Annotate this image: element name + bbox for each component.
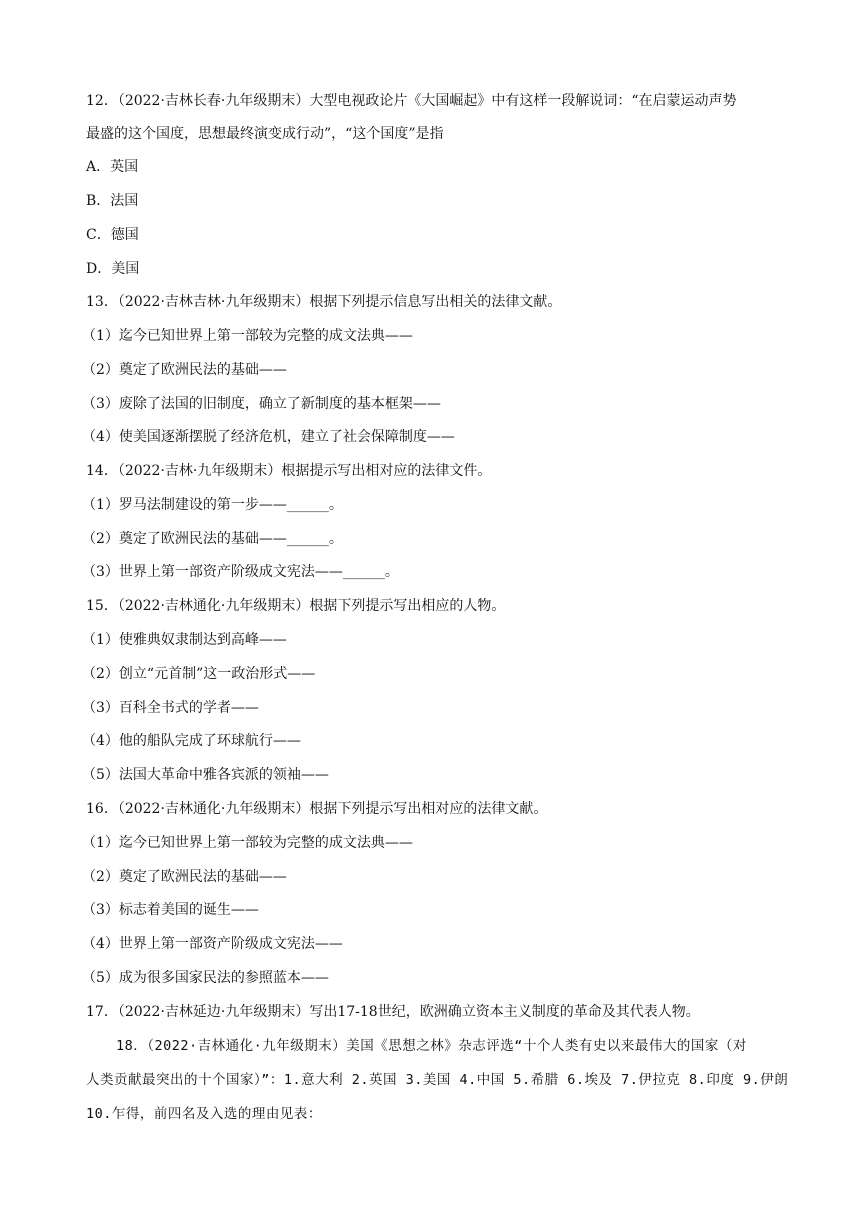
question-13-item: （4）使美国逐渐摆脱了经济危机，建立了社会保障制度—— [82,429,455,445]
question-12-stem-line-1: 12．（2022·吉林长春·九年级期末）大型电视政论片《大国崛起》中有这样一段解说词：“在启蒙运动声势 [86,93,737,109]
question-15-item: （2）创立“元首制”这一政治形式—— [82,666,316,682]
option-c: C．德国 [86,227,139,243]
question-16-stem: 16．（2022·吉林通化·九年级期末）根据下列提示写出相对应的法律文献。 [86,801,548,817]
question-14-stem: 14．（2022·吉林·九年级期末）根据提示写出相对应的法律文件。 [86,463,492,479]
option-d: D．美国 [86,261,140,277]
question-15-item: （4）他的船队完成了环球航行—— [82,733,301,749]
question-18-line-3: 10.乍得，前四名及入选的理由见表： [86,1106,322,1122]
question-13-item: （2）奠定了欧洲民法的基础—— [82,362,287,378]
question-15-item: （1）使雅典奴隶制达到高峰—— [82,632,287,648]
question-16-item: （4）世界上第一部资产阶级成文宪法—— [82,936,343,952]
question-17-stem: 17．（2022·吉林延边·九年级期末）写出17-18世纪，欧洲确立资本主义制度的革命及其代表人物。 [86,1004,700,1020]
question-18-line-1: 18．（2022·吉林通化·九年级期末）美国《思想之林》杂志评选“十个人类有史以来最伟大的国家（对 [116,1038,747,1054]
question-16-item: （2）奠定了欧洲民法的基础—— [82,869,287,885]
question-13-item: （3）废除了法国的旧制度，确立了新制度的基本框架—— [82,396,441,412]
question-15-item: （5）法国大革命中雅各宾派的领袖—— [82,767,329,783]
question-13-stem: 13．（2022·吉林吉林·九年级期末）根据下列提示信息写出相关的法律文献。 [86,294,562,310]
option-a: A．英国 [86,159,139,175]
question-15-item: （3）百科全书式的学者—— [82,700,259,716]
question-14-item: （2）奠定了欧洲民法的基础——______。 [82,531,343,547]
question-18-line-2: 人类贡献最突出的十个国家）”：1.意大利 2.英国 3.美国 4.中国 5.希腊 6.埃及 7.伊拉克 8.印度 9.伊朗 [86,1072,789,1088]
question-16-item: （3）标志着美国的诞生—— [82,902,259,918]
question-15-stem: 15．（2022·吉林通化·九年级期末）根据下列提示写出相应的人物。 [86,598,506,614]
question-16-item: （1）迄今已知世界上第一部较为完整的成文法典—— [82,835,413,851]
question-12-stem-line-2: 最盛的这个国度，思想最终演变成行动”，“这个国度”是指 [86,126,444,142]
question-16-item: （5）成为很多国家民法的参照蓝本—— [82,970,329,986]
question-14-item: （3）世界上第一部资产阶级成文宪法——______。 [82,564,399,580]
option-b: B．法国 [86,193,139,209]
question-14-item: （1）罗马法制建设的第一步——______。 [82,497,343,513]
question-13-item: （1）迄今已知世界上第一部较为完整的成文法典—— [82,328,413,344]
